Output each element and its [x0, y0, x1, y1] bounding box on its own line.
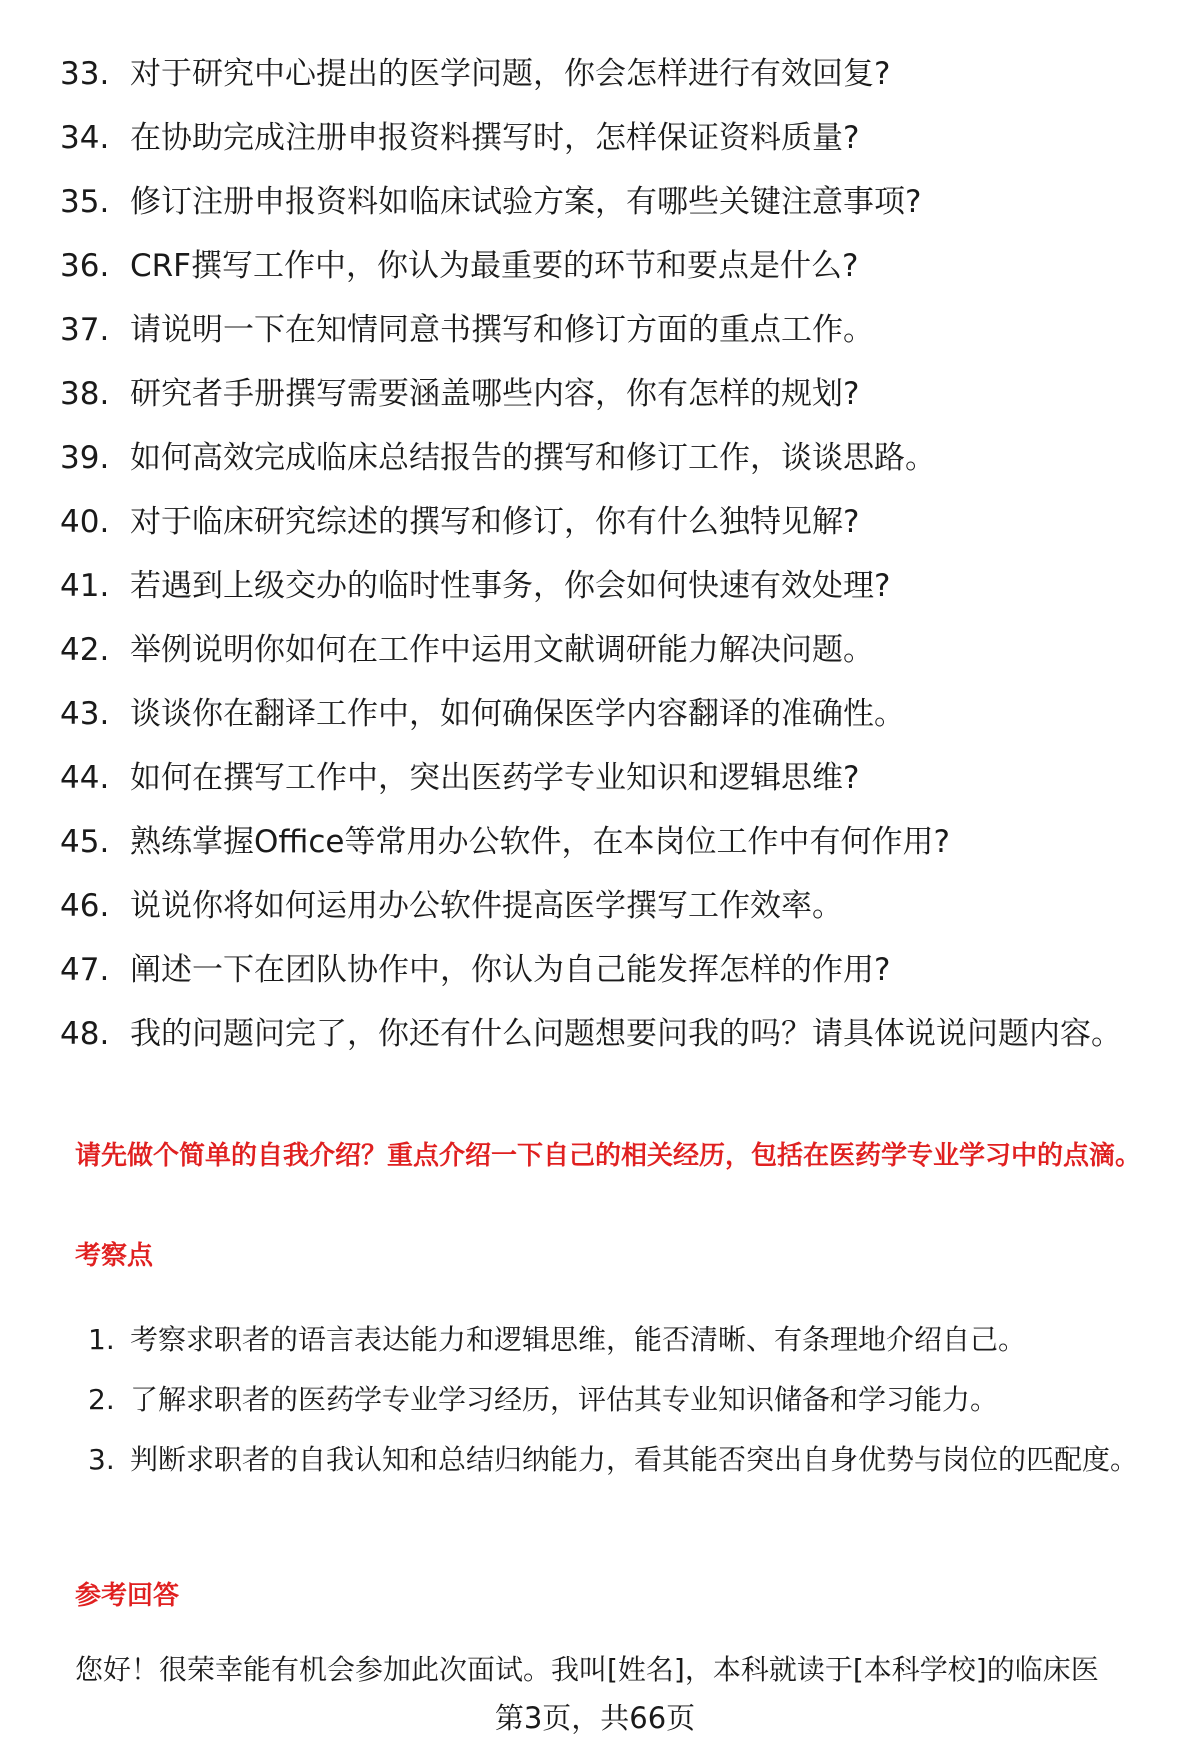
list-item — [60, 52, 1170, 96]
item-number: 43. — [60, 696, 110, 732]
item-text: CRF撰写工作中，你认为最重要的环节和要点是什么? — [130, 248, 859, 284]
item-number: 42. — [60, 632, 110, 668]
item-text: 修订注册申报资料如临床试验方案，有哪些关键注意事项? — [130, 184, 922, 220]
list-item — [60, 500, 1170, 544]
assessment-points-list — [88, 1310, 1170, 1490]
featured-question-heading: 请先做个简单的自我介绍？重点介绍一下自己的相关经历，包括在医药学专业学习中的点滴。 — [75, 1141, 1142, 1171]
list-item — [60, 372, 1170, 416]
item-number: 33. — [60, 56, 110, 92]
item-number: 39. — [60, 440, 110, 476]
list-item — [88, 1430, 1170, 1490]
item-text: 我的问题问完了，你还有什么问题想要问我的吗？请具体说说问题内容。 — [130, 1016, 1122, 1052]
item-number: 2. — [88, 1383, 115, 1416]
reference-answer-label: 参考回答 — [75, 1581, 180, 1611]
item-text: 研究者手册撰写需要涵盖哪些内容，你有怎样的规划? — [130, 376, 860, 412]
list-item — [88, 1310, 1170, 1370]
item-number: 41. — [60, 568, 110, 604]
item-number: 40. — [60, 504, 110, 540]
item-text: 请说明一下在知情同意书撰写和修订方面的重点工作。 — [130, 312, 874, 348]
item-number: 35. — [60, 184, 110, 220]
item-text: 对于临床研究综述的撰写和修订，你有什么独特见解? — [130, 504, 860, 540]
item-number: 44. — [60, 760, 110, 796]
assessment-label: 考察点 — [75, 1241, 154, 1271]
item-text: 如何高效完成临床总结报告的撰写和修订工作，谈谈思路。 — [130, 440, 936, 476]
list-item — [60, 180, 1170, 224]
question-list — [60, 52, 1170, 1076]
item-text: 熟练掌握Office等常用办公软件，在本岗位工作中有何作用? — [130, 824, 950, 860]
list-item — [60, 436, 1170, 480]
item-text: 若遇到上级交办的临时性事务，你会如何快速有效处理? — [130, 568, 891, 604]
item-number: 3. — [88, 1443, 115, 1476]
list-item — [60, 756, 1170, 800]
list-item — [60, 692, 1170, 736]
item-number: 37. — [60, 312, 110, 348]
list-item — [60, 116, 1170, 160]
item-text: 在协助完成注册申报资料撰写时，怎样保证资料质量? — [130, 120, 860, 156]
list-item — [60, 884, 1170, 928]
reference-answer-text: 您好！很荣幸能有机会参加此次面试。我叫[姓名]，本科就读于[本科学校]的临床医 — [75, 1653, 1099, 1686]
item-number: 47. — [60, 952, 110, 988]
item-text: 阐述一下在团队协作中，你认为自己能发挥怎样的作用? — [130, 952, 891, 988]
item-text: 对于研究中心提出的医学问题，你会怎样进行有效回复? — [130, 56, 891, 92]
item-text: 举例说明你如何在工作中运用文献调研能力解决问题。 — [130, 632, 874, 668]
item-text: 判断求职者的自我认知和总结归纳能力，看其能否突出自身优势与岗位的匹配度。 — [130, 1443, 1139, 1476]
item-text: 考察求职者的语言表达能力和逻辑思维，能否清晰、有条理地介绍自己。 — [130, 1323, 1027, 1356]
item-text: 说说你将如何运用办公软件提高医学撰写工作效率。 — [130, 888, 843, 924]
list-item — [60, 308, 1170, 352]
page-footer: 第3页，共66页 — [494, 1701, 696, 1735]
item-text: 了解求职者的医药学专业学习经历，评估其专业知识储备和学习能力。 — [130, 1383, 999, 1416]
item-number: 48. — [60, 1016, 110, 1052]
item-number: 46. — [60, 888, 110, 924]
item-text: 如何在撰写工作中，突出医药学专业知识和逻辑思维? — [130, 760, 860, 796]
item-number: 1. — [88, 1323, 115, 1356]
list-item — [88, 1370, 1170, 1430]
list-item — [60, 948, 1170, 992]
list-item — [60, 244, 1170, 288]
item-text: 谈谈你在翻译工作中，如何确保医学内容翻译的准确性。 — [130, 696, 905, 732]
item-number: 34. — [60, 120, 110, 156]
list-item — [60, 628, 1170, 672]
item-number: 45. — [60, 824, 110, 860]
item-number: 36. — [60, 248, 110, 284]
item-number: 38. — [60, 376, 110, 412]
list-item — [60, 564, 1170, 608]
list-item — [60, 1012, 1170, 1056]
list-item — [60, 820, 1170, 864]
